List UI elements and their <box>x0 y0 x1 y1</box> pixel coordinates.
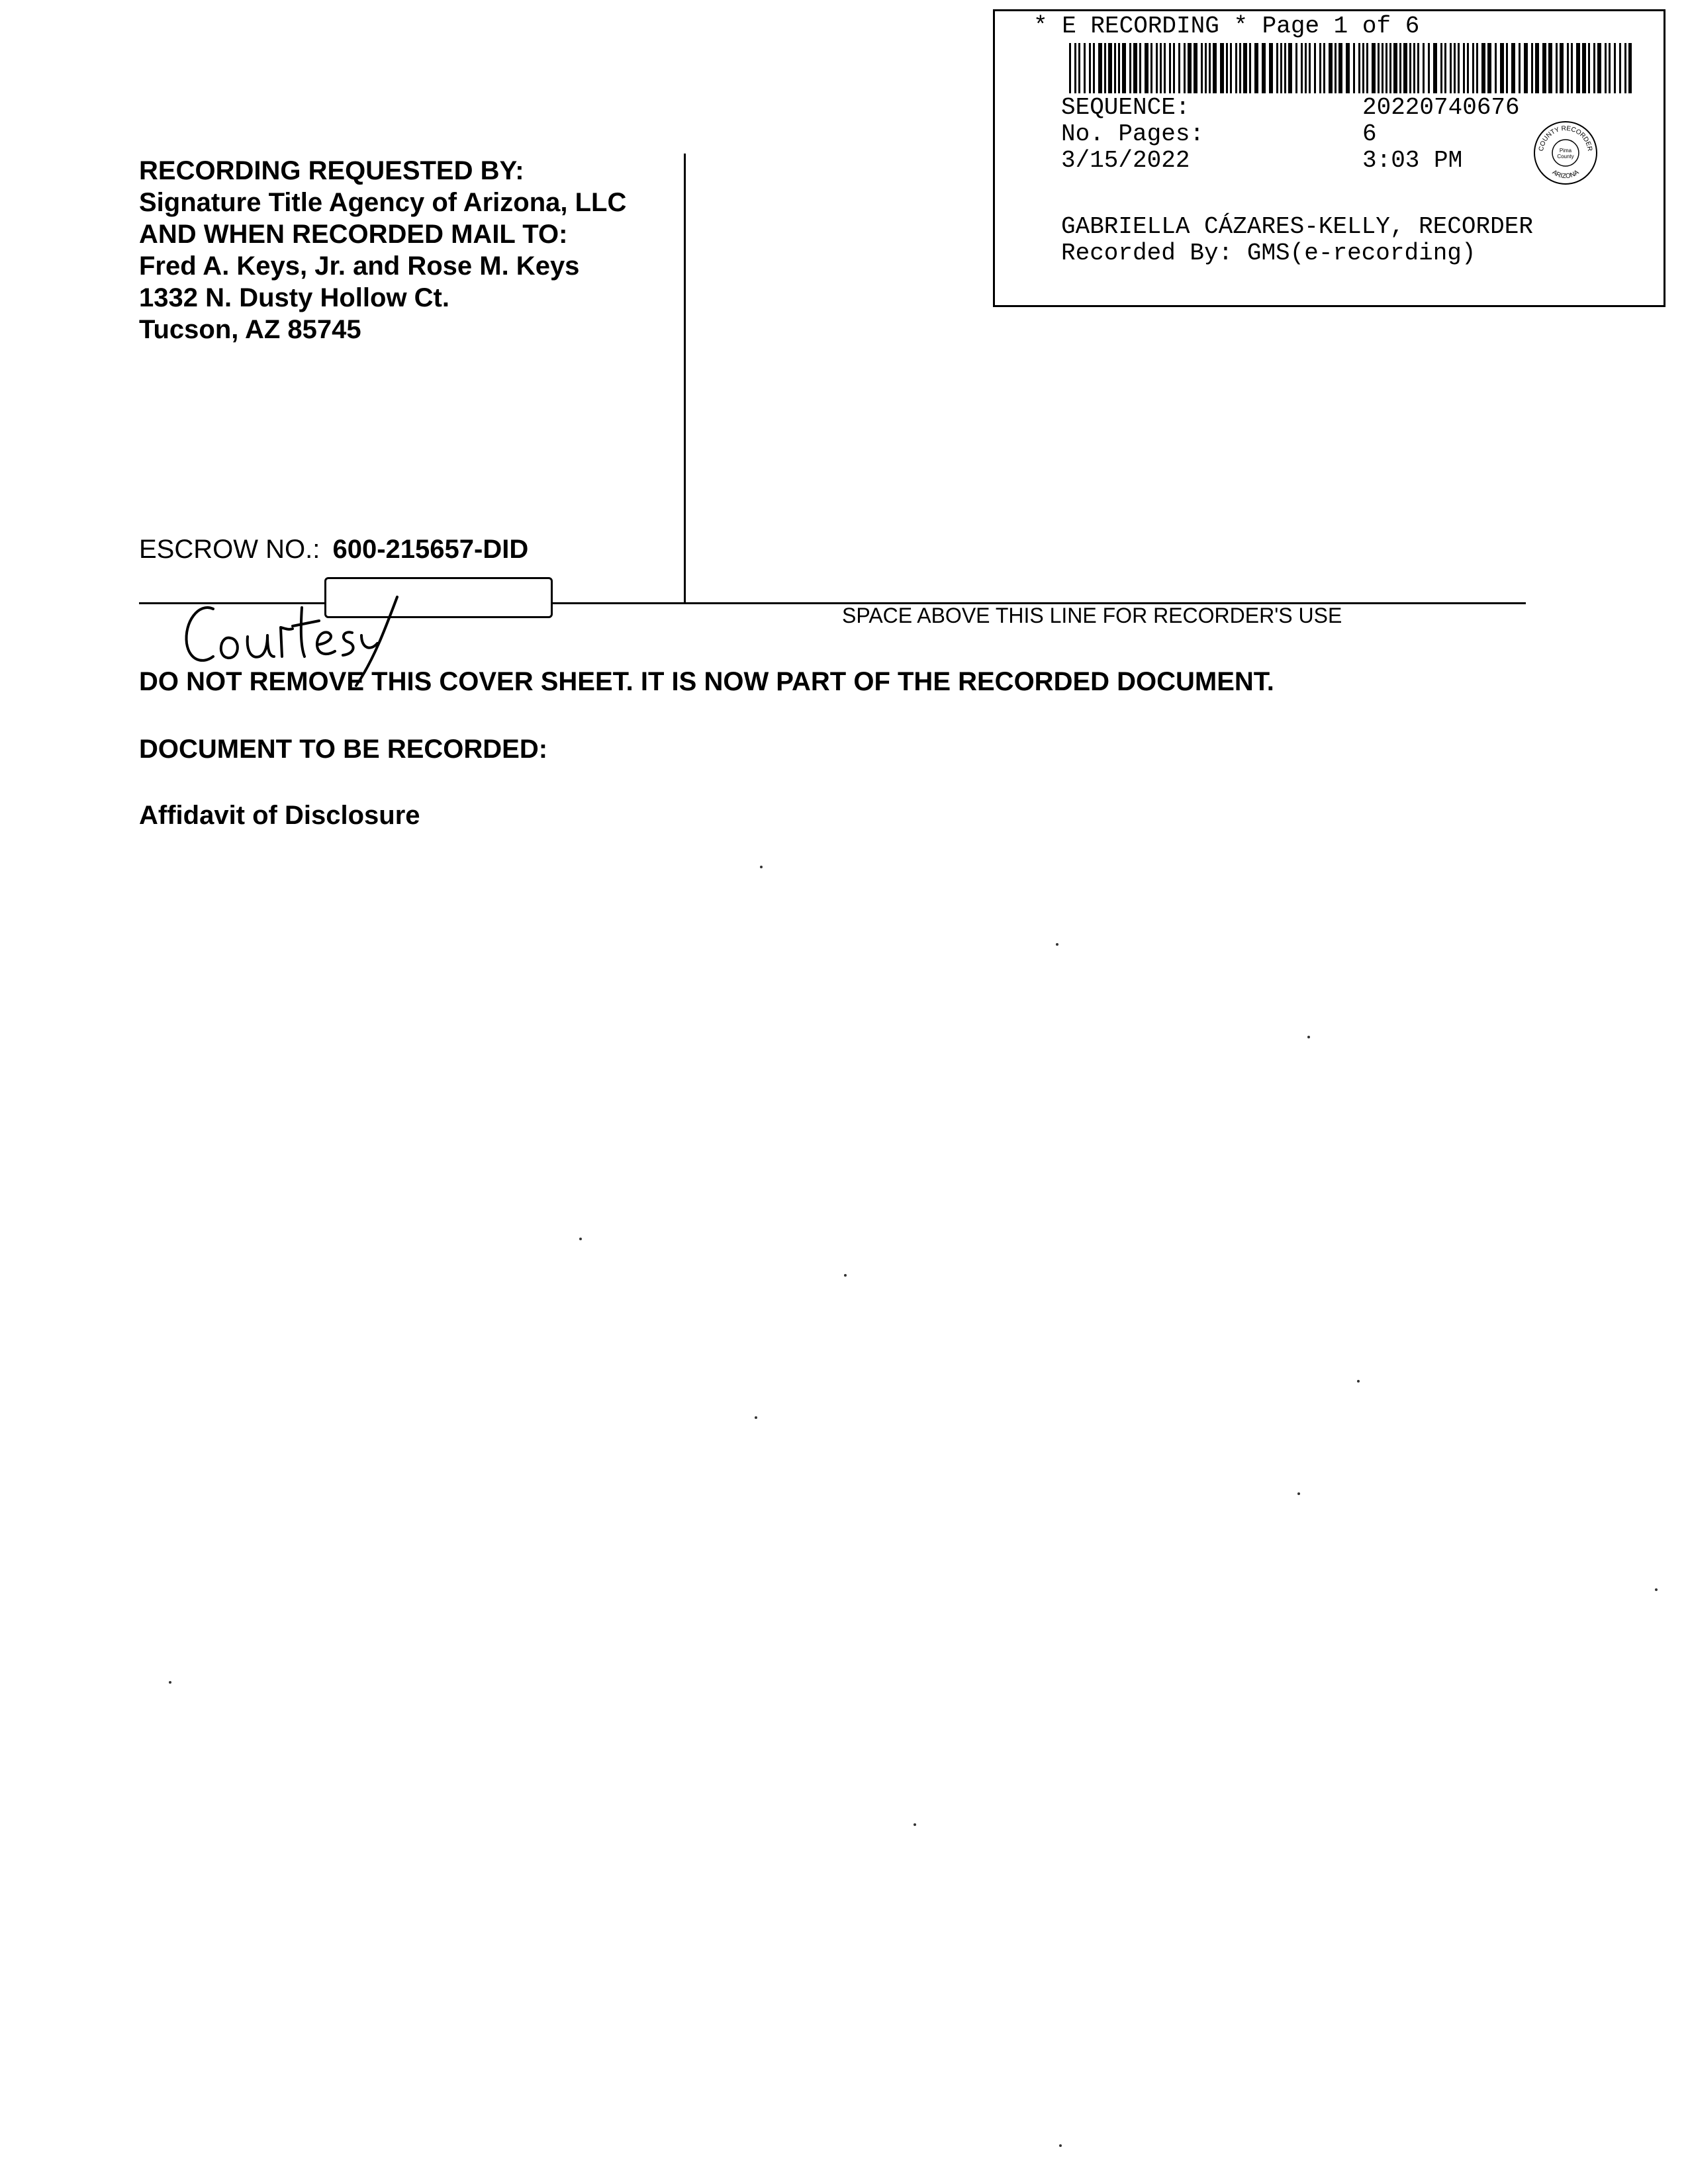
barcode-bar <box>1213 43 1217 93</box>
mail-to-city: Tucson, AZ 85745 <box>139 315 361 344</box>
barcode-bar <box>1358 43 1360 93</box>
barcode-bar <box>1542 43 1546 93</box>
escrow-line <box>139 535 528 565</box>
barcode-bar <box>1372 43 1376 93</box>
seal-bottom-text: ARIZONA <box>1550 169 1581 181</box>
barcode-bar <box>1254 43 1258 93</box>
stamp-header: * E RECORDING * Page 1 of 6 <box>1033 13 1420 40</box>
barcode-bar <box>1433 43 1437 93</box>
barcode-bar <box>1269 43 1273 93</box>
barcode-bar <box>1226 43 1228 93</box>
svg-text:ARIZONA <box>1551 169 1581 180</box>
barcode-bar <box>1074 43 1076 93</box>
barcode-bar <box>1089 43 1091 93</box>
barcode-bar <box>1571 43 1573 93</box>
barcode-bar <box>1284 43 1286 93</box>
barcode-bar <box>1582 43 1586 93</box>
barcode-bar <box>1548 43 1552 93</box>
barcode-bar <box>1450 43 1452 93</box>
barcode-bar <box>1301 43 1303 93</box>
barcode-bar <box>1133 43 1137 93</box>
scan-speck <box>760 866 763 868</box>
sequence-label: SEQUENCE: <box>1061 94 1190 121</box>
barcode-bar <box>1160 43 1162 93</box>
barcode-bar <box>1093 43 1095 93</box>
document-to-be-recorded-label: DOCUMENT TO BE RECORDED: <box>139 735 548 764</box>
barcode-bar <box>1239 43 1241 93</box>
mail-to-name: Fred A. Keys, Jr. and Rose M. Keys <box>139 251 580 281</box>
barcode-bar <box>1288 43 1292 93</box>
scan-speck <box>579 1238 582 1240</box>
barcode-bar <box>1366 43 1368 93</box>
barcode-bar <box>1444 43 1446 93</box>
barcode-bar <box>1500 43 1504 93</box>
barcode-bar <box>1209 43 1211 93</box>
pages-label: No. Pages: <box>1061 120 1205 148</box>
requested-by-name: Signature Title Agency of Arizona, LLC <box>139 188 627 217</box>
barcode-bar <box>1145 43 1149 93</box>
barcode-bar <box>1129 43 1131 93</box>
barcode-bar <box>1139 43 1141 93</box>
barcode-bar <box>1280 43 1282 93</box>
barcode-bar <box>1309 43 1311 93</box>
barcode-bar <box>1531 43 1533 93</box>
barcode-bar <box>1184 43 1186 93</box>
barcode-bar <box>1576 43 1580 93</box>
barcode-bar <box>1323 43 1325 93</box>
barcode-bar <box>1389 43 1391 93</box>
mail-to-label: AND WHEN RECORDED MAIL TO: <box>139 220 568 249</box>
barcode-bar <box>1593 43 1595 93</box>
barcode-bar <box>1329 43 1333 93</box>
barcode-bar <box>1078 43 1080 93</box>
county-recorder-seal-icon <box>1532 120 1599 186</box>
barcode-bar <box>1393 43 1397 93</box>
barcode-bar <box>1122 43 1126 93</box>
barcode-bar <box>1104 43 1106 93</box>
seal-center-line2: County <box>1557 154 1574 159</box>
cover-sheet-notice: DO NOT REMOVE THIS COVER SHEET. IT IS NOW PART OF THE RECORDED DOCUMENT. <box>139 667 1274 696</box>
vertical-divider <box>684 154 686 604</box>
barcode-bar <box>1169 43 1171 93</box>
barcode-bar <box>1069 43 1071 93</box>
scan-speck <box>1056 943 1058 946</box>
barcode-bar <box>1220 43 1224 93</box>
barcode-bar <box>1276 43 1278 93</box>
barcode-bar <box>1454 43 1456 93</box>
barcode-bar <box>1403 43 1407 93</box>
barcode-bar <box>1262 43 1266 93</box>
barcode-bar <box>1511 43 1515 93</box>
barcode-bar <box>1346 43 1350 93</box>
barcode-bar <box>1619 43 1621 93</box>
barcode-bar <box>1440 43 1442 93</box>
barcode-bar <box>1378 43 1380 93</box>
recorded-by: Recorded By: GMS(e-recording) <box>1061 240 1476 267</box>
escrow-label: ESCROW NO.: <box>139 535 320 564</box>
scan-speck <box>1297 1492 1300 1495</box>
barcode-bar <box>1409 43 1411 93</box>
barcode-bar <box>1463 43 1465 93</box>
barcode-bar <box>1506 43 1508 93</box>
document-title: Affidavit of Disclosure <box>139 801 420 830</box>
pages-value: 6 <box>1362 120 1377 148</box>
barcode-bar <box>1314 43 1316 93</box>
barcode-bar <box>1524 43 1528 93</box>
barcode-bar <box>1382 43 1383 93</box>
barcode-bar <box>1472 43 1474 93</box>
scan-speck <box>1307 1036 1310 1038</box>
barcode-bar <box>1164 43 1166 93</box>
barcode-bar <box>1417 43 1419 93</box>
barcode <box>1069 43 1632 93</box>
barcode-bar <box>1335 43 1336 93</box>
barcode-bar <box>1188 43 1192 93</box>
barcode-bar <box>1487 43 1491 93</box>
scan-speck <box>755 1416 757 1419</box>
barcode-bar <box>1597 43 1601 93</box>
barcode-bar <box>1338 43 1342 93</box>
barcode-bar <box>1458 43 1460 93</box>
barcode-bar <box>1098 43 1102 93</box>
seal-center-line1: Pima <box>1559 148 1572 154</box>
barcode-bar <box>1249 43 1251 93</box>
barcode-bar <box>1609 43 1611 93</box>
barcode-bar <box>1495 43 1497 93</box>
barcode-bar <box>1108 43 1112 93</box>
barcode-bar <box>1519 43 1521 93</box>
barcode-bar <box>1230 43 1232 93</box>
record-date: 3/15/2022 <box>1061 147 1190 174</box>
barcode-bar <box>1467 43 1469 93</box>
sequence-value: 20220740676 <box>1362 94 1520 121</box>
barcode-bar <box>1362 43 1364 93</box>
barcode-bar <box>1476 43 1478 93</box>
barcode-bar <box>1243 43 1247 93</box>
barcode-bar <box>1235 43 1237 93</box>
barcode-bar <box>1399 43 1401 93</box>
barcode-bar <box>1605 43 1607 93</box>
recording-requested-label: RECORDING REQUESTED BY: <box>139 156 524 185</box>
barcode-bar <box>1194 43 1197 93</box>
scan-speck <box>1357 1380 1360 1383</box>
record-time: 3:03 PM <box>1362 147 1463 174</box>
barcode-bar <box>1535 43 1539 93</box>
seal-top-text: COUNTY RECORDER <box>1538 124 1593 152</box>
barcode-bar <box>1178 43 1180 93</box>
barcode-bar <box>1385 43 1387 93</box>
scan-speck <box>1059 2144 1062 2147</box>
barcode-bar <box>1353 43 1355 93</box>
barcode-bar <box>1150 43 1152 93</box>
barcode-bar <box>1560 43 1564 93</box>
scan-speck <box>844 1274 847 1277</box>
mail-to-street: 1332 N. Dusty Hollow Ct. <box>139 283 449 312</box>
recorder-space-note: SPACE ABOVE THIS LINE FOR RECORDER'S USE <box>842 604 1342 627</box>
barcode-bar <box>1588 43 1590 93</box>
barcode-bar <box>1319 43 1321 93</box>
barcode-bar <box>1628 43 1632 93</box>
barcode-bar <box>1624 43 1626 93</box>
barcode-bar <box>1428 43 1430 93</box>
recorder-name: GABRIELLA CÁZARES-KELLY, RECORDER <box>1061 213 1533 240</box>
barcode-bar <box>1556 43 1558 93</box>
barcode-bar <box>1173 43 1175 93</box>
barcode-bar <box>1118 43 1120 93</box>
scan-speck <box>1655 1588 1658 1591</box>
barcode-bar <box>1413 43 1415 93</box>
barcode-bar <box>1205 43 1207 93</box>
recording-stamp <box>993 9 1665 307</box>
barcode-bar <box>1567 43 1569 93</box>
barcode-bar <box>1481 43 1485 93</box>
barcode-bar <box>1295 43 1297 93</box>
barcode-bar <box>1156 43 1158 93</box>
escrow-number: 600-215657-DID <box>332 535 529 564</box>
barcode-bar <box>1423 43 1425 93</box>
barcode-bar <box>1614 43 1616 93</box>
barcode-bar <box>1305 43 1307 93</box>
scan-speck <box>914 1823 916 1826</box>
barcode-bar <box>1084 43 1086 93</box>
barcode-bar <box>1114 43 1116 93</box>
barcode-bar <box>1201 43 1203 93</box>
scan-speck <box>169 1681 171 1684</box>
